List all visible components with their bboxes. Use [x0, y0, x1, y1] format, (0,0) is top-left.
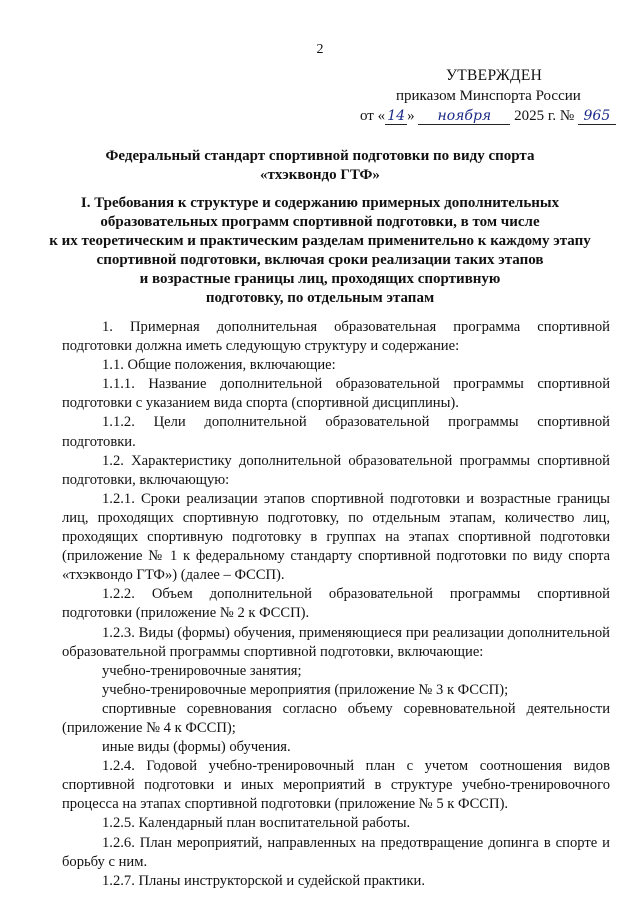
heading-line: образовательных программ спортивной подготовки, в том числе [100, 214, 540, 230]
paragraph: 1.2.6. План мероприятий, направленных на предотвращение допинга в спорте и борьбу с ним. [62, 834, 610, 870]
paragraph: 1.2.1. Сроки реализации этапов спортивной подготовки и возрастные границы лиц, проходящих спортивную подготовку, по отдельным этапам, количество лиц, проходящих спортивную подготовку в группах на этапах спортивной подготовки (приложение № 1 к федеральному стандарту спортивной подготовки по виду спорта «тхэквондо ГТФ») (далее – ФССП). [62, 490, 610, 584]
document-body [62, 318, 610, 891]
paragraph: 1.2.7. Планы инструкторской и судейской практики. [102, 872, 425, 889]
paragraph: 1.2.3. Виды (формы) обучения, применяющиеся при реализации дополнительной образовательной программы спортивной подготовки, включающие: [62, 624, 610, 660]
paragraph: 1. Примерная дополнительная образовательная программа спортивной подготовки должна иметь следующую структуру и содержание: [62, 319, 610, 355]
year-text: 2025 г. № [514, 108, 575, 124]
approval-order: приказом Минспорта России [396, 88, 581, 104]
handwritten-month: ноября [418, 108, 510, 125]
page-number: 2 [316, 42, 324, 57]
paragraph: 1.1.2. Цели дополнительной образовательной программы спортивной подготовки. [62, 414, 610, 450]
heading-line: к их теоретическим и практическим разделам применительно к каждому этапу [49, 233, 591, 249]
title-line: Федеральный стандарт спортивной подготовки по виду спорта [105, 148, 535, 164]
heading-line: и возрастные границы лиц, проходящих спортивную [139, 271, 501, 287]
handwritten-number: 965 [578, 108, 616, 125]
paragraph: 1.2.4. Годовой учебно-тренировочный план с учетом соотношения видов спортивной подготовки и иных мероприятий в структуре учебно-тренировочного процесса на этапах спортивной подготовки (приложение № 5 к ФССП). [62, 758, 610, 813]
approval-block [360, 66, 620, 126]
approval-status: УТВЕРЖДЕН [446, 67, 543, 84]
paragraph: 1.2. Характеристику дополнительной образовательной программы спортивной подготовки, включающую: [62, 452, 610, 488]
standard-title [40, 147, 600, 185]
date-mid: » [407, 108, 415, 124]
list-item: спортивные соревнования согласно объему соревновательной деятельности (приложение № 4 к ФССП); [62, 700, 610, 736]
paragraph: 1.1. Общие положения, включающие: [102, 357, 336, 374]
heading-line: спортивной подготовки, включая сроки реализации таких этапов [96, 252, 544, 268]
heading-line: подготовку, по отдельным этапам [205, 290, 435, 306]
list-item: учебно-тренировочные мероприятия (приложение № 3 к ФССП); [102, 681, 509, 698]
title-line: «тхэквондо ГТФ» [260, 167, 380, 183]
paragraph: 1.1.1. Название дополнительной образовательной программы спортивной подготовки с указанием вида спорта (спортивной дисциплины). [62, 376, 610, 412]
heading-line: I. Требования к структуре и содержанию примерных дополнительных [80, 195, 560, 211]
approval-date-line [360, 106, 620, 126]
paragraph: 1.2.2. Объем дополнительной образовательной программы спортивной подготовки (приложение № 2 к ФССП). [62, 586, 610, 622]
list-item: учебно-тренировочные занятия; [102, 662, 302, 679]
list-item: иные виды (формы) обучения. [102, 739, 291, 756]
handwritten-day: 14 [385, 108, 407, 125]
paragraph: 1.2.5. Календарный план воспитательной работы. [102, 815, 411, 832]
section-heading [40, 194, 600, 308]
date-prefix: от « [360, 108, 386, 124]
